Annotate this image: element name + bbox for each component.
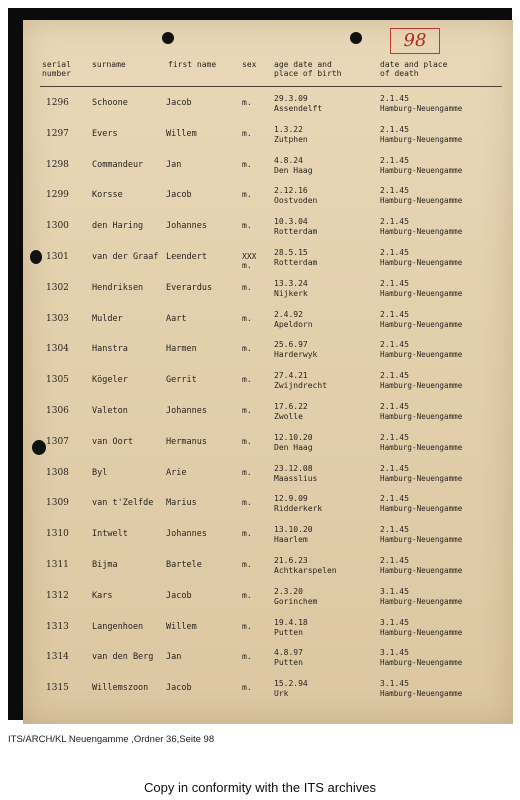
first-name-cell: Jan	[166, 652, 182, 663]
table-row	[0, 679, 520, 709]
header-death: date and place of death	[380, 60, 448, 78]
surname-cell: van Oort	[92, 436, 133, 447]
death-date-cell: 2.1.45	[380, 525, 409, 535]
sex-cell: m.	[242, 159, 252, 169]
sex-cell: m.	[242, 98, 252, 107]
serial-number-cell: 1314	[46, 652, 69, 663]
serial-number-cell: 1305	[46, 375, 69, 386]
death-date-cell: 3.1.45	[380, 586, 409, 596]
table-row	[0, 648, 520, 678]
birth-place-cell: Urk	[274, 689, 289, 699]
death-place-cell: Hamburg-Neuengamme	[380, 165, 463, 175]
death-date-cell: 2.1.45	[380, 402, 409, 411]
death-date-cell: 2.1.45	[380, 432, 409, 442]
table-row	[0, 340, 520, 370]
sex-cell: m.	[242, 282, 252, 292]
birth-date-cell: 21.6.23	[274, 556, 308, 565]
surname-cell: Hendriksen	[92, 282, 144, 293]
sex-cell: m.	[242, 190, 252, 200]
death-place-cell: Hamburg-Neuengamme	[380, 535, 463, 545]
birth-date-cell: 4.8.24	[274, 155, 303, 165]
page-number-stamp: 98	[390, 28, 440, 54]
birth-date-cell: 23.12.08	[274, 463, 313, 473]
birth-date-cell: 12.10.20	[274, 432, 313, 442]
sex-cell: m.	[242, 652, 252, 662]
archive-reference: ITS/ARCH/KL Neuengamme ,Ordner 36,Seite 98	[8, 734, 215, 745]
surname-cell: Valeton	[92, 406, 128, 416]
serial-number-cell: 1310	[46, 529, 69, 540]
birth-place-cell: Harderwyk	[274, 350, 318, 360]
death-place-cell: Hamburg-Neuengamme	[380, 442, 463, 452]
surname-cell: van der Graaf	[92, 252, 159, 262]
first-name-cell: Arie	[166, 467, 187, 478]
birth-place-cell: Den Haag	[274, 165, 313, 175]
sex-cell: m.	[242, 590, 252, 600]
serial-number-cell: 1315	[46, 683, 69, 694]
serial-number-cell: 1300	[46, 221, 69, 232]
death-place-cell: Hamburg-Neuengamme	[380, 504, 463, 514]
serial-number-cell: 1304	[46, 344, 69, 355]
table-row	[0, 125, 520, 155]
sex-cell: m.	[242, 621, 252, 631]
table-row	[0, 279, 520, 309]
birth-date-cell: 29.3.09	[274, 94, 308, 103]
sex-cell: m.	[242, 467, 252, 477]
death-date-cell: 2.1.45	[380, 278, 409, 288]
table-row	[0, 525, 520, 555]
table-row	[0, 618, 520, 648]
birth-place-cell: Zwijndrecht	[274, 381, 327, 391]
surname-cell: Schoone	[92, 98, 128, 108]
death-place-cell: Hamburg-Neuengamme	[380, 412, 463, 421]
death-date-cell: 3.1.45	[380, 648, 409, 658]
first-name-cell: Johannes	[166, 221, 207, 232]
birth-date-cell: 12.9.09	[274, 494, 308, 504]
death-place-cell: Hamburg-Neuengamme	[380, 288, 463, 298]
table-row	[0, 433, 520, 463]
first-name-cell: Harmen	[166, 344, 197, 355]
serial-number-cell: 1303	[46, 313, 69, 324]
death-place-cell: Hamburg-Neuengamme	[380, 134, 463, 144]
birth-date-cell: 27.4.21	[274, 371, 308, 381]
death-date-cell: 2.1.45	[380, 309, 409, 319]
sex-cell: m.	[242, 498, 252, 508]
sex-cell: m.	[242, 406, 252, 415]
death-date-cell: 2.1.45	[380, 371, 409, 381]
first-name-cell: Aart	[166, 313, 187, 324]
death-place-cell: Hamburg-Neuengamme	[380, 350, 463, 360]
first-name-cell: Willem	[166, 128, 197, 139]
surname-cell: Evers	[92, 128, 118, 139]
header-first-name: first name	[168, 60, 217, 69]
birth-date-cell: 4.8.97	[274, 648, 303, 658]
surname-cell: Willemszoon	[92, 683, 149, 694]
serial-number-cell: 1312	[46, 590, 69, 601]
first-name-cell: Gerrit	[166, 375, 197, 386]
birth-place-cell: Gorinchem	[274, 596, 318, 606]
sex-cell: m.	[242, 375, 252, 385]
table-row	[0, 156, 520, 186]
death-place-cell: Hamburg-Neuengamme	[380, 196, 463, 206]
death-date-cell: 2.1.45	[380, 463, 409, 473]
surname-cell: Bijma	[92, 560, 118, 570]
death-date-cell: 2.1.45	[380, 217, 409, 227]
ink-blot-mark	[30, 250, 42, 264]
serial-number-cell: 1298	[46, 159, 69, 170]
first-name-cell: Johannes	[166, 406, 207, 416]
serial-number-cell: 1297	[46, 128, 69, 139]
first-name-cell: Everardus	[166, 282, 213, 293]
copy-conformity-note: Copy in conformity with the ITS archives	[144, 780, 376, 795]
surname-cell: Langenhoen	[92, 621, 144, 632]
birth-date-cell: 2.3.20	[274, 586, 303, 596]
birth-place-cell: Putten	[274, 658, 303, 668]
birth-place-cell: Haarlem	[274, 535, 308, 545]
death-place-cell: Hamburg-Neuengamme	[380, 627, 463, 637]
birth-date-cell: 19.4.18	[274, 617, 308, 627]
header-surname: surname	[92, 60, 126, 69]
death-date-cell: 2.1.45	[380, 340, 409, 350]
death-date-cell: 2.1.45	[380, 155, 409, 165]
table-row	[0, 494, 520, 524]
serial-number-cell: 1307	[46, 436, 69, 447]
first-name-cell: Johannes	[166, 529, 207, 540]
surname-cell: van den Berg	[92, 652, 154, 663]
birth-date-cell: 1.3.22	[274, 124, 303, 134]
surname-cell: Mulder	[92, 313, 123, 324]
header-sex: sex	[242, 60, 257, 69]
first-name-cell: Jan	[166, 159, 182, 170]
birth-place-cell: Ridderkerk	[274, 504, 323, 514]
serial-number-cell: 1306	[46, 406, 69, 416]
punch-hole-right	[350, 32, 362, 44]
first-name-cell: Jacob	[166, 190, 192, 201]
sex-cell: XXX m.	[242, 252, 257, 270]
sex-cell: m.	[242, 344, 252, 354]
birth-place-cell: Apeldorn	[274, 319, 313, 329]
sex-cell: m.	[242, 560, 252, 569]
sex-cell: m.	[242, 683, 252, 693]
death-place-cell: Hamburg-Neuengamme	[380, 104, 463, 113]
sex-cell: m.	[242, 313, 252, 323]
serial-number-cell: 1308	[46, 467, 69, 478]
death-date-cell: 3.1.45	[380, 617, 409, 627]
table-row	[0, 556, 520, 586]
death-date-cell: 3.1.45	[380, 679, 409, 689]
first-name-cell: Jacob	[166, 590, 192, 601]
death-date-cell: 2.1.45	[380, 94, 409, 103]
sex-cell: m.	[242, 221, 252, 231]
table-row	[0, 94, 520, 124]
sex-cell: m.	[242, 436, 252, 446]
birth-place-cell: Zutphen	[274, 134, 308, 144]
death-place-cell: Hamburg-Neuengamme	[380, 689, 463, 699]
birth-place-cell: Nijkerk	[274, 288, 308, 298]
death-place-cell: Hamburg-Neuengamme	[380, 658, 463, 668]
birth-place-cell: Zwolle	[274, 412, 303, 421]
birth-place-cell: Achtkarspelen	[274, 566, 337, 575]
surname-cell: Kögeler	[92, 375, 128, 386]
surname-cell: Kars	[92, 590, 113, 601]
birth-date-cell: 15.2.94	[274, 679, 308, 689]
table-row	[0, 310, 520, 340]
table-row	[0, 186, 520, 216]
birth-place-cell: Rotterdam	[274, 258, 318, 267]
birth-place-cell: Maasslius	[274, 473, 318, 483]
birth-date-cell: 10.3.04	[274, 217, 308, 227]
first-name-cell: Hermanus	[166, 436, 207, 447]
death-date-cell: 2.1.45	[380, 556, 409, 565]
birth-date-cell: 2.12.16	[274, 186, 308, 196]
death-date-cell: 2.1.45	[380, 248, 409, 257]
serial-number-cell: 1299	[46, 190, 69, 201]
birth-date-cell: 2.4.92	[274, 309, 303, 319]
birth-place-cell: Rotterdam	[274, 227, 318, 237]
surname-cell: Korsse	[92, 190, 123, 201]
first-name-cell: Marius	[166, 498, 197, 509]
serial-number-cell: 1313	[46, 621, 69, 632]
death-date-cell: 2.1.45	[380, 494, 409, 504]
first-name-cell: Bartele	[166, 560, 202, 570]
birth-place-cell: Den Haag	[274, 442, 313, 452]
serial-number-cell: 1302	[46, 282, 69, 293]
serial-number-cell: 1301	[46, 252, 69, 262]
surname-cell: Commandeur	[92, 159, 144, 170]
surname-cell: den Haring	[92, 221, 144, 232]
first-name-cell: Leendert	[166, 252, 207, 262]
sex-cell: m.	[242, 529, 252, 539]
surname-cell: Byl	[92, 467, 108, 478]
header-divider	[40, 86, 502, 87]
table-row	[0, 248, 520, 278]
death-place-cell: Hamburg-Neuengamme	[380, 227, 463, 237]
birth-date-cell: 17.6.22	[274, 402, 308, 411]
table-row	[0, 402, 520, 432]
surname-cell: Intwelt	[92, 529, 128, 540]
punch-hole-left	[162, 32, 174, 44]
death-place-cell: Hamburg-Neuengamme	[380, 566, 463, 575]
serial-number-cell: 1296	[46, 98, 69, 108]
birth-place-cell: Oostvoden	[274, 196, 318, 206]
surname-cell: van t'Zelfde	[92, 498, 154, 509]
header-serial: serial number	[42, 60, 71, 78]
death-place-cell: Hamburg-Neuengamme	[380, 473, 463, 483]
table-row	[0, 371, 520, 401]
first-name-cell: Jacob	[166, 683, 192, 694]
birth-date-cell: 28.5.15	[274, 248, 308, 257]
table-row	[0, 587, 520, 617]
header-birth: age date and place of birth	[274, 60, 342, 78]
table-row	[0, 217, 520, 247]
birth-date-cell: 13.10.20	[274, 525, 313, 535]
serial-number-cell: 1309	[46, 498, 69, 509]
table-row	[0, 464, 520, 494]
serial-number-cell: 1311	[46, 560, 69, 570]
birth-place-cell: Assendelft	[274, 104, 323, 113]
death-place-cell: Hamburg-Neuengamme	[380, 381, 463, 391]
death-date-cell: 2.1.45	[380, 186, 409, 196]
surname-cell: Hanstra	[92, 344, 128, 355]
death-date-cell: 2.1.45	[380, 124, 409, 134]
birth-place-cell: Putten	[274, 627, 303, 637]
sex-cell: m.	[242, 128, 252, 138]
first-name-cell: Jacob	[166, 98, 192, 108]
death-place-cell: Hamburg-Neuengamme	[380, 319, 463, 329]
death-place-cell: Hamburg-Neuengamme	[380, 258, 463, 267]
death-place-cell: Hamburg-Neuengamme	[380, 596, 463, 606]
birth-date-cell: 25.6.97	[274, 340, 308, 350]
birth-date-cell: 13.3.24	[274, 278, 308, 288]
first-name-cell: Willem	[166, 621, 197, 632]
ink-blot-mark	[32, 440, 46, 455]
